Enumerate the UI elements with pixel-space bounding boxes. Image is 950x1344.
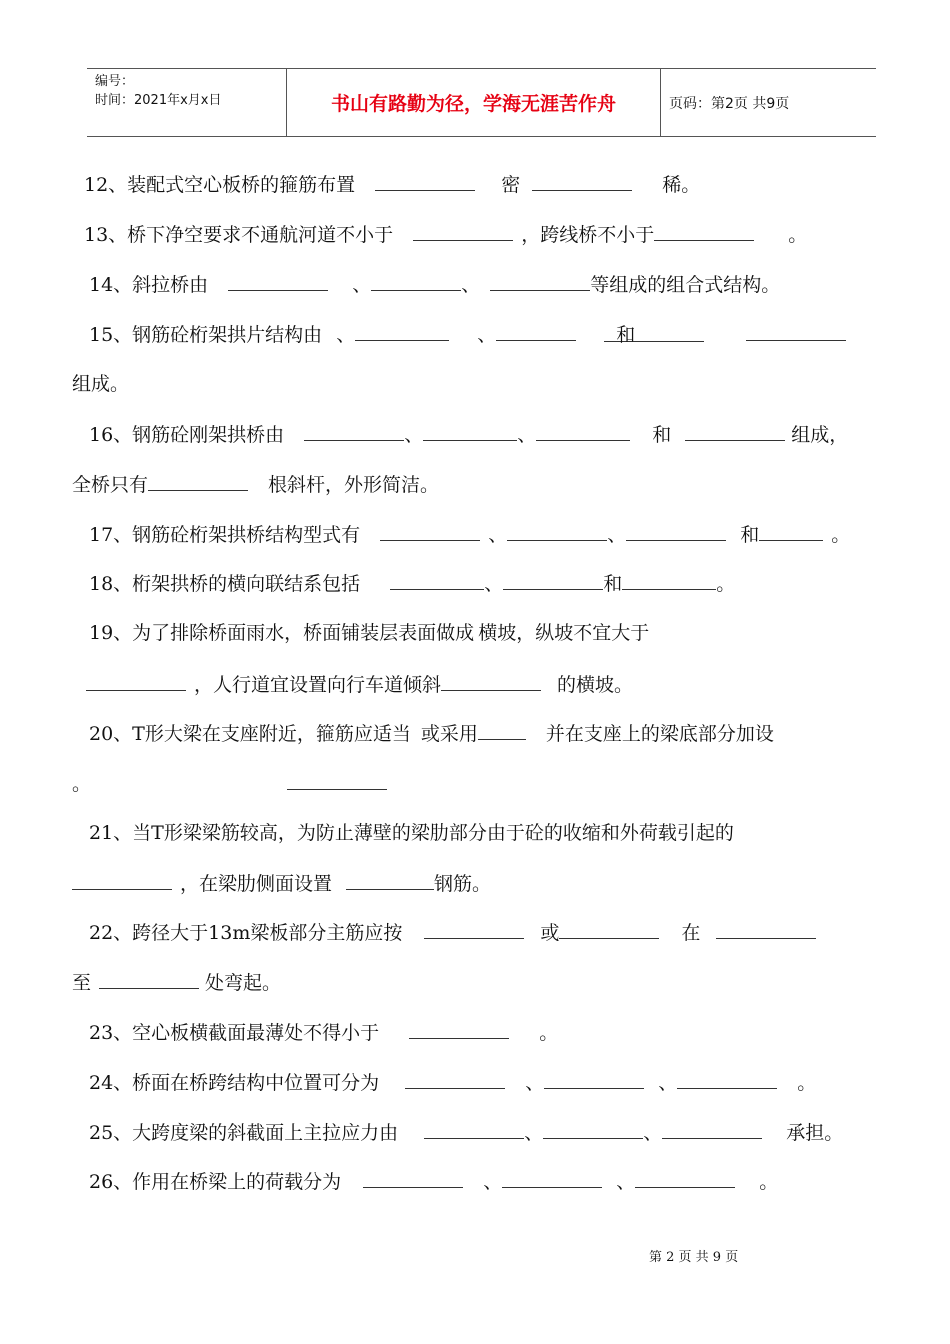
answer-blank[interactable]	[685, 422, 785, 441]
question-17: 17、钢筋砼桁架拱桥结构型式有 、 、 和 。	[89, 524, 851, 546]
answer-blank[interactable]	[496, 322, 576, 341]
answer-blank[interactable]	[346, 871, 434, 890]
answer-blank[interactable]	[544, 1070, 644, 1089]
answer-blank[interactable]	[716, 920, 816, 939]
answer-blank[interactable]	[304, 422, 404, 441]
answer-blank[interactable]	[677, 1070, 777, 1089]
answer-blank[interactable]	[746, 322, 846, 341]
answer-blank[interactable]	[490, 272, 590, 291]
answer-blank[interactable]	[759, 522, 823, 541]
answer-blank[interactable]	[536, 422, 630, 441]
answer-blank[interactable]	[635, 1169, 735, 1188]
answer-blank[interactable]	[99, 970, 199, 989]
question-23: 23、空心板横截面最薄处不得小于 。	[89, 1022, 559, 1044]
answer-blank[interactable]	[424, 1120, 524, 1139]
time-label: 时间：2021年x月x日	[95, 93, 222, 108]
page-header	[87, 68, 876, 137]
answer-blank[interactable]	[441, 672, 541, 691]
question-24: 24、桥面在桥跨结构中位置可分为 、 、 。	[89, 1072, 817, 1094]
answer-blank[interactable]	[507, 522, 607, 541]
header-meta	[87, 69, 287, 136]
question-20: 20、T形大梁在支座附近，箍筋应适当 或采用 并在支座上的梁底部分加设	[89, 723, 774, 745]
answer-blank[interactable]	[86, 672, 186, 691]
answer-blank[interactable]	[287, 771, 387, 790]
question-16: 16、钢筋砼刚架拱桥由 、 、 和 组成，	[89, 424, 849, 446]
question-19-cont: ，人行道宜设置向行车道倾斜 的横坡。	[86, 672, 633, 697]
question-21: 21、当T形梁梁筋较高，为防止薄壁的梁肋部分由于砼的收缩和外荷载引起的	[89, 822, 734, 844]
answer-blank[interactable]	[228, 272, 328, 291]
question-14: 14、斜拉桥由 、 、 等组成的组合式结构。	[89, 274, 781, 296]
answer-blank[interactable]	[622, 571, 716, 590]
question-15: 15、钢筋砼桁架拱片结构由 、 、 和	[89, 322, 846, 347]
answer-blank[interactable]	[148, 472, 248, 491]
question-13: 13、桥下净空要求不通航河道不小于 ，跨线桥不小于 。	[84, 224, 808, 246]
answer-blank[interactable]	[405, 1070, 505, 1089]
answer-blank[interactable]	[478, 721, 526, 740]
answer-blank[interactable]	[424, 920, 524, 939]
answer-blank[interactable]	[413, 222, 513, 241]
answer-blank[interactable]	[355, 322, 449, 341]
answer-blank[interactable]: 和	[604, 323, 704, 342]
question-25: 25、大跨度梁的斜截面上主拉应力由 、 、 承担。	[89, 1122, 844, 1144]
question-22: 22、跨径大于13m梁板部分主筋应按 或 在	[89, 920, 816, 945]
question-18: 18、桁架拱桥的横向联结系包括 、 和 。	[89, 573, 736, 595]
answer-blank[interactable]	[423, 422, 517, 441]
answer-blank[interactable]	[502, 1169, 602, 1188]
answer-blank[interactable]	[371, 272, 461, 291]
page-label: 页码：第2页 共9页	[669, 95, 790, 112]
question-22-cont: 至 处弯起。	[72, 972, 282, 994]
number-label: 编号：	[95, 74, 135, 89]
answer-blank[interactable]	[626, 522, 726, 541]
answer-blank[interactable]	[532, 172, 632, 191]
answer-blank[interactable]	[363, 1169, 463, 1188]
answer-blank[interactable]	[662, 1120, 762, 1139]
answer-blank[interactable]	[72, 871, 172, 890]
question-16-cont: 全桥只有 根斜杆，外形简洁。	[72, 474, 440, 496]
question-20-cont: 。	[72, 771, 387, 796]
answer-blank[interactable]	[409, 1020, 509, 1039]
question-21-cont: ，在梁肋侧面设置 钢筋。	[72, 871, 491, 896]
answer-blank[interactable]	[503, 571, 603, 590]
question-19: 19、为了排除桥面雨水，桥面铺装层表面做成 横坡，纵坡不宜大于	[89, 622, 650, 644]
footer-page-number: 第 2 页 共 9 页	[649, 1250, 739, 1265]
answer-blank[interactable]	[654, 222, 754, 241]
answer-blank[interactable]	[390, 571, 484, 590]
answer-blank[interactable]	[543, 1120, 643, 1139]
answer-blank[interactable]	[380, 522, 480, 541]
question-12: 12、装配式空心板桥的箍筋布置 密 稀。	[84, 174, 701, 196]
question-15-cont: 组成。	[72, 373, 130, 395]
question-26: 26、作用在桥梁上的荷载分为 、 、 。	[89, 1171, 779, 1193]
answer-blank[interactable]	[375, 172, 475, 191]
answer-blank[interactable]	[559, 920, 659, 939]
motto: 书山有路勤为径，学海无涯苦作舟	[287, 69, 661, 136]
